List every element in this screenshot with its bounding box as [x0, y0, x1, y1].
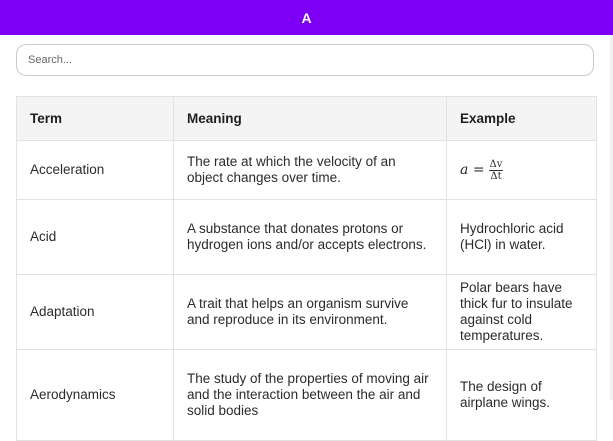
formula-lhs: a [460, 162, 469, 178]
glossary-table [16, 96, 597, 441]
search-input[interactable] [16, 44, 594, 76]
meaning-cell: A substance that donates protons or hydrogen ions and/or accepts electrons. [174, 200, 447, 275]
meaning-cell: The rate at which the velocity of an object changes over time. [174, 141, 447, 200]
term-cell: Acid [17, 200, 174, 275]
term-cell: Aerodynamics [17, 350, 174, 441]
app-header [0, 0, 613, 35]
meaning-cell: A trait that helps an organism survive and reproduce in its environment. [174, 275, 447, 350]
table-row [17, 350, 597, 441]
term-cell: Adaptation [17, 275, 174, 350]
example-cell: Hydrochloric acid (HCl) in water. [447, 200, 597, 275]
formula-equals: = [472, 162, 485, 178]
formula-fraction [489, 159, 504, 182]
acceleration-formula [460, 159, 503, 182]
meaning-cell: The study of the properties of moving air and the interaction between the air and solid bodies [174, 350, 447, 441]
term-cell: Acceleration [17, 141, 174, 200]
example-cell [447, 141, 597, 200]
formula-denominator: Δt [490, 170, 502, 182]
example-cell: Polar bears have thick fur to insulate against cold temperatures. [447, 275, 597, 350]
example-cell: The design of airplane wings. [447, 350, 597, 441]
column-header-meaning: Meaning [174, 97, 447, 141]
column-header-example: Example [447, 97, 597, 141]
table-row [17, 275, 597, 350]
table-row [17, 200, 597, 275]
table-header-row [17, 97, 597, 141]
table-row [17, 141, 597, 200]
page-title: A [301, 9, 312, 26]
column-header-term: Term [17, 97, 174, 141]
formula-numerator: Δv [489, 158, 503, 170]
